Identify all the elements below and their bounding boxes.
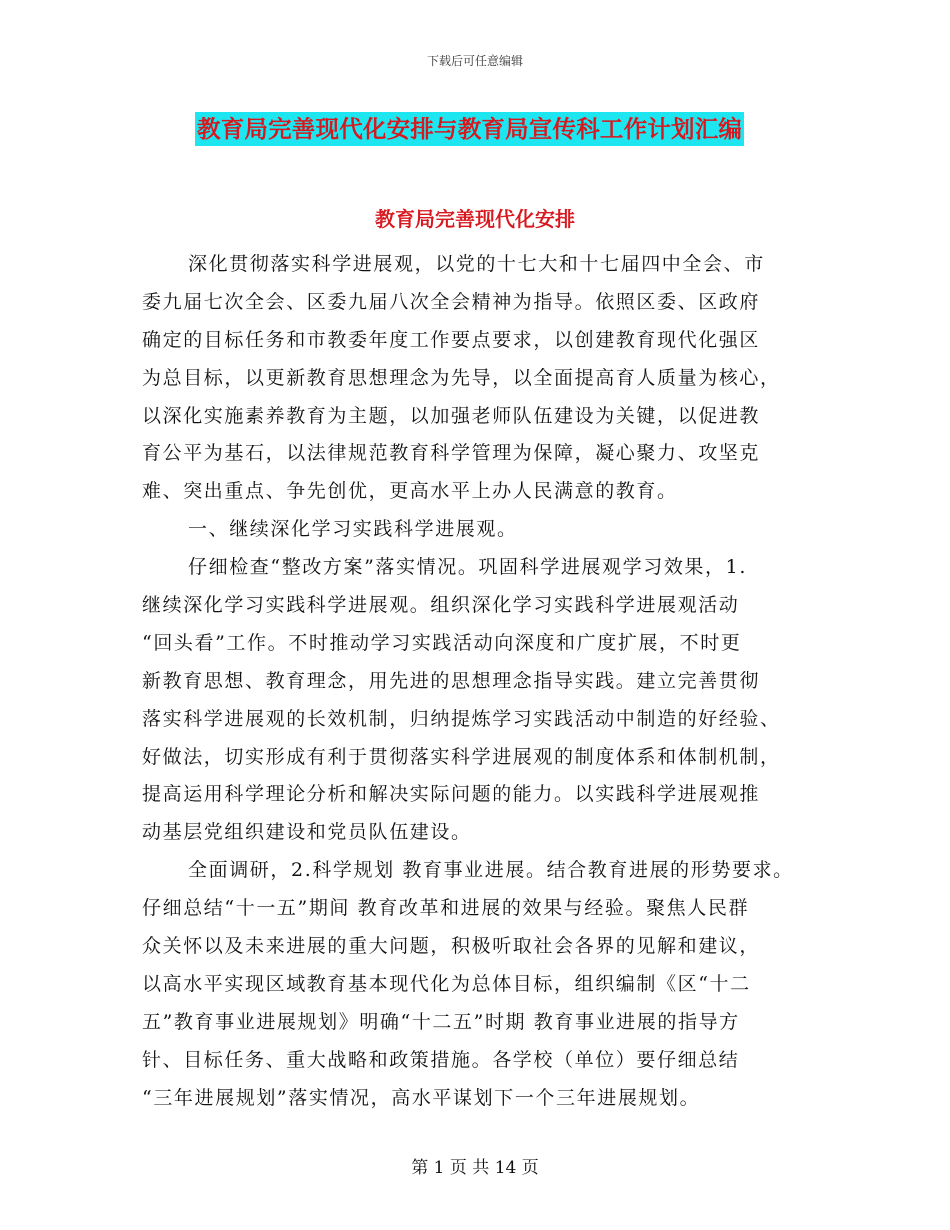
paragraph-line: 落实科学进展观的长效机制，归纳提炼学习实践活动中制造的好经验、	[142, 707, 781, 730]
document-title: 教育局完善现代化安排与教育局宣传科工作计划汇编	[195, 112, 744, 146]
page-header-note: 下载后可任意编辑	[426, 54, 523, 68]
paragraph-line: 众关怀以及未来进展的重大问题，积极听取社会各界的见解和建议，	[142, 935, 761, 958]
paragraph-line: 以高水平实现区域教育基本现代化为总体目标，组织编制《区“十二	[142, 972, 751, 995]
paragraph-line: 仔细检查“整改方案”落实情况。巩固科学进展观学习效果，1.	[188, 556, 747, 579]
paragraph-line: 为总目标，以更新教育思想理念为先导，以全面提高育人质量为核心，	[142, 366, 781, 389]
section-heading-line: 一、继续深化学习实践科学进展观。	[188, 518, 518, 541]
paragraph-line: 全面调研，2.科学规划 教育事业进展。结合教育进展的形势要求。	[188, 859, 794, 882]
paragraph-line: 新教育思想、教育理念，用先进的思想理念指导实践。建立完善贯彻	[142, 669, 761, 692]
paragraph-line: 仔细总结“十一五”期间 教育改革和进展的效果与经验。聚焦人民群	[142, 897, 750, 920]
paragraph-line: 好做法，切实形成有利于贯彻落实科学进展观的制度体系和体制机制，	[142, 745, 781, 768]
paragraph-line: 提高运用科学理论分析和解决实际问题的能力。以实践科学进展观推	[142, 783, 761, 806]
paragraph-line: 以深化实施素养教育为主题，以加强老师队伍建设为关键，以促进教	[142, 404, 761, 427]
paragraph-line: “三年进展规划”落实情况，高水平谋划下一个三年进展规划。	[142, 1086, 701, 1109]
paragraph-line: 针、目标任务、重大战略和政策措施。各学校（单位）要仔细总结	[142, 1048, 740, 1071]
paragraph-line: 继续深化学习实践科学进展观。组织深化学习实践科学进展观活动	[142, 594, 740, 617]
paragraph-line: 动基层党组织建设和党员队伍建设。	[142, 821, 472, 844]
paragraph-line: 确定的目标任务和市教委年度工作要点要求，以创建教育现代化强区	[142, 328, 761, 351]
page-number: 第 1 页 共 14 页	[411, 1158, 539, 1178]
paragraph-line: 五”教育事业进展规划》明确“十二五”时期 教育事业进展的指导方	[142, 1010, 740, 1033]
body-text	[142, 246, 832, 1117]
paragraph-line: 深化贯彻落实科学进展观，以党的十七大和十七届四中全会、市	[188, 253, 765, 275]
paragraph-line: 育公平为基石，以法律规范教育科学管理为保障，凝心聚力、攻坚克	[142, 442, 761, 465]
paragraph-line: “回头看”工作。不时推动学习实践活动向深度和广度扩展，不时更	[142, 631, 742, 654]
paragraph-line: 委九届七次全会、区委九届八次全会精神为指导。依照区委、区政府	[142, 290, 761, 313]
section-title: 教育局完善现代化安排	[375, 207, 575, 231]
paragraph-line: 难、突出重点、争先创优，更高水平上办人民满意的教育。	[142, 480, 678, 503]
